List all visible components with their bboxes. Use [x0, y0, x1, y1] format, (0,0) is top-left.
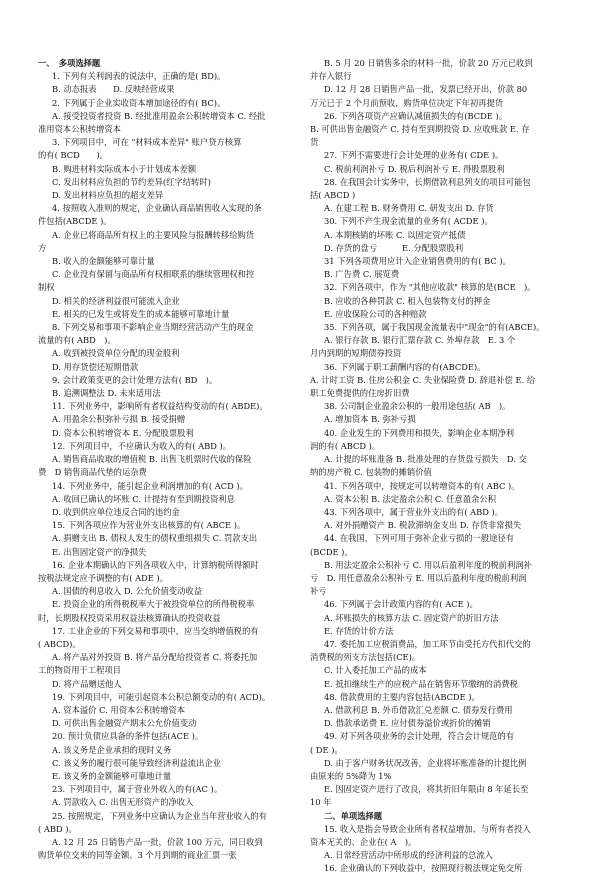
right-text-line: 38. 公司制企业盈余公积的一般用途包括( AB )。 [324, 401, 511, 412]
left-text-line: A. 捐赠支出 B. 债权人发生的债权重组损失 C. 罚款支出 [52, 533, 258, 544]
right-text-line: A. 计时工资 B. 住房公积金 C. 失业保险费 D. 辞退补偿 E. 给 [310, 374, 536, 385]
left-text-line: C. 该义务的履行很可能导致经济利益流出企业 [52, 757, 221, 768]
left-text-line: B. 追溯调整法 D. 未来适用法 [52, 388, 161, 399]
left-text-line: A. 用盈余公积弥补亏损 B. 接受捐赠 [52, 414, 186, 425]
left-text-line: 16. 企业本期确认的下列各项收入中，计算纳税所得额时 [52, 559, 259, 570]
right-text-line: D. 存货的盘亏 E. 分配股票股利 [324, 242, 464, 253]
right-text-line: E. 存货的计价方法 [324, 625, 394, 636]
right-text-line: 月内到期的短期债券投资 [310, 348, 402, 359]
left-text-line: D. 资本公积转增资本 E. 分配股票股利 [52, 427, 194, 438]
right-text-line: 30. 下列不产生现金流量的业务有( ACDE )。 [324, 216, 493, 227]
left-text-line: 流量的有( ABD )。 [38, 335, 116, 346]
right-text-line: 亏 D. 用任意盈余公积补亏 E. 用以后盈利年度的税前利润 [310, 572, 527, 583]
right-text-line: 16. 企业确认的下列收益中，按照现行税法规定免交所 [324, 863, 523, 874]
right-text-line: B. 可供出售金融资产 C. 持有至到期投资 D. 应收账款 E. 存 [310, 124, 530, 135]
left-text-line: 准用资本公积转增资本 [38, 124, 121, 135]
left-text-line: 件包括(ABCDE )。 [38, 216, 112, 227]
left-text-line: 费 D 销售商品代垫的运杂费 [38, 467, 147, 478]
left-text-line: 9. 会计政策变更的会计处理方法有( BD )。 [52, 374, 218, 385]
right-text-line: 49. 对下列各项业务的会计处理，符合会计规范的有 [324, 731, 515, 742]
left-text-line: E. 投资企业的所得税税率大于被投资单位的所得税税率 [52, 599, 255, 610]
right-text-line: 46. 下列属于会计政策内容的有( ACE )。 [324, 599, 478, 610]
left-text-line: C. 企业没有保留与商品所有权相联系的继续管理权和控 [52, 269, 255, 280]
left-text-line: 4. 按照收入准则的规定，企业确认商品销售收入实现的条 [52, 203, 262, 214]
right-text-line: 万元已于 2 个月前预收，购货单位决定下年初再提货 [310, 97, 504, 108]
right-text-line: 10 年 [310, 797, 332, 808]
left-text-line: 1. 下列有关利润表的说法中，正确的是( BD)。 [52, 71, 226, 82]
right-text-line: (BCDE )。 [310, 546, 353, 557]
left-text-line: A. 收回已确认的坏账 C. 计提持有至到期投资利息 [52, 493, 235, 504]
left-text-line: 方 [38, 242, 47, 253]
left-text-line: A. 12 月 25 日销售产品一批，价款 100 万元，同日收到 [52, 836, 263, 847]
right-text-line: A. 本期核销的坏账 C. 以固定资产抵债 [324, 229, 466, 240]
left-text-line: 15. 下列各项应作为营业外支出核算的有( ABCE )。 [52, 520, 246, 531]
left-text-line: 一、 多项选择题 [38, 58, 101, 68]
left-text-line: ( ABCD)。 [38, 638, 81, 649]
right-text-line: 消费税的列支方法包括(CE)。 [310, 652, 421, 663]
left-text-line: D. 将产品赠送他人 [52, 678, 122, 689]
right-text-line: 货 [310, 137, 319, 148]
left-text-line: B. 收入的金额能够可靠计量 [52, 256, 155, 267]
left-text-line: D. 相关的经济利益很可能流入企业 [52, 295, 180, 306]
right-text-line: 41. 下列各项中，按规定可以转增资本的有( ABC )。 [324, 480, 520, 491]
left-text-line: 17. 工业企业的下列交易和事项中，应当交纳增值税的有 [52, 625, 259, 636]
right-text-line: 48. 借款费用的主要内容包括(ABCDE )。 [324, 691, 480, 702]
right-text-line: 资本无关的、企业在( A )。 [310, 836, 417, 847]
right-text-line: A. 资本公积 B. 法定盈余公积 C. 任意盈余公积 [324, 493, 496, 504]
left-text-line: 时，长期股权投资采用权益法核算确认的投资收益 [38, 612, 221, 623]
right-text-line: A. 在建工程 B. 财务费用 C. 研发支出 D. 存货 [324, 203, 494, 214]
right-text-line: ( DE )。 [310, 744, 343, 755]
right-text-line: A. 银行存款 B. 银行汇票存款 C. 外埠存款 E. 3 个 [324, 335, 516, 346]
left-text-line: 11. 下列业务中，影响所有者权益结构变动的有( ABDE)。 [52, 401, 268, 412]
left-text-line: 2. 下列属于企业实收资本增加途径的有( BC)。 [52, 97, 226, 108]
left-text-line: 的有( BCD )。 [38, 150, 108, 161]
right-text-line: A. 对外捐赠资产 B. 税款滞纳金支出 D. 存货非常损失 [324, 520, 522, 531]
right-text-line: 职工免费提供的住房折旧费 [310, 388, 410, 399]
right-text-line: B. 5 月 20 日销售多余的材料一批，价款 20 万元已收到 [324, 58, 533, 68]
left-text-line: A. 罚款收入 C. 出售无形资产的净收入 [52, 797, 194, 808]
right-text-line: 并存入银行 [310, 71, 352, 82]
left-text-line: E. 该义务的金额能够可靠地计量 [52, 770, 172, 781]
left-text-line: D. 发出材料应负担的超支差异 [52, 190, 164, 201]
left-text-line: 14. 下列业务中，能引起企业利润增加的有( ACD )。 [52, 480, 248, 491]
right-text-line: A. 借款利息 B. 外币借款汇兑差额 C. 债券发行费用 [324, 704, 513, 715]
left-text-line: 工的物资用于工程项目 [38, 665, 121, 676]
left-text-line: A. 资本溢价 C. 用资本公积转增资本 [52, 704, 186, 715]
left-text-line: 购货单位交来的同等金额、3 个月到期的商业汇票一张 [38, 850, 237, 861]
left-text-line: 25. 按照规定，下列业务中应确认为企业当年营业收入的有 [52, 810, 267, 821]
left-text-line: ( ABD )。 [38, 823, 77, 834]
right-text-line: 二、单项选择题 [324, 810, 383, 821]
right-text-line: 44. 在我国，下列可用于弥补企业亏损的一般途径有 [324, 533, 515, 544]
right-text-line: 补亏 [310, 586, 327, 597]
left-text-line: 3. 下列项目中，可在 "材料成本差异" 账户贷方核算 [52, 137, 242, 148]
right-text-line: C. 计入委托加工产品的成本 [324, 665, 427, 676]
left-text-line: 8. 下列交易和事项不影响企业当期经营活动产生的现金 [52, 322, 254, 333]
right-text-line: B. 广告费 C. 展览费 [324, 269, 400, 280]
left-text-line: A. 销售商品收取的增值税 B. 出售飞机票时代收的保险 [52, 454, 252, 465]
right-column [310, 57, 570, 876]
left-text-line: 23. 下列项目中，属于营业外收入的有(AC )。 [52, 784, 223, 795]
right-text-line: 40. 企业发生的下列费用和损失，影响企业本期净利 [324, 427, 515, 438]
left-text-line: A. 接受投资者投资 B. 经批准用盈余公积转增资本 C. 经批 [52, 110, 266, 121]
right-text-line: 43. 下列各项中，属于营业外支出的有( ABD )。 [324, 506, 504, 517]
right-text-line: A. 日常经营活动中所形成的经济利益的总流入 [324, 850, 493, 861]
left-text-line: D. 收到供应单位违反合同的违约金 [52, 506, 180, 517]
left-text-line: C. 发出材料应负担的节约差异(红字结转时) [52, 176, 211, 187]
left-text-line: 20. 预计负债应具备的条件包括(ACE )。 [52, 731, 204, 742]
right-text-line: 32. 下列各项中，作为 "其他应收款" 核算的是(BCE )。 [324, 282, 536, 293]
right-text-line: D. 由于客户财务状况改善，企业将坏账准备的计提比例 [324, 757, 527, 768]
right-text-line: B. 应收的各种罚款 C. 租入包装物支付的押金 [324, 295, 491, 306]
right-text-line: 27. 下列不需要进行会计处理的业务有( CDE )。 [324, 150, 504, 161]
right-text-line: B. 用法定盈余公积补亏 C. 用以后盈利年度的税前利润补 [324, 559, 532, 570]
right-text-line: E. 抵扣继续生产的应税产品在销售环节缴纳的消费税 [324, 678, 518, 689]
left-text-line: 按税法规定应予调整的有( ADE )。 [38, 572, 169, 583]
left-column [38, 57, 298, 862]
left-text-line: E. 出售固定资产的净损失 [52, 546, 147, 557]
right-text-line: 31 下列各项费用应计入企业销售费用的有( BC )。 [324, 256, 511, 267]
right-text-line: 28. 在我国会计实务中，长期借款利息列支的项目可能包 [324, 176, 531, 187]
left-text-line: D. 可供出售金融资产期末公允价值变动 [52, 718, 197, 729]
right-text-line: 纳的房产税 C. 包装物的摊销价值 [310, 467, 432, 478]
right-text-line: D. 12 月 28 日销售产品一批，发票已经开出，价款 80 [324, 84, 528, 95]
right-text-line: C. 税前利润补亏 D. 税后利润补亏 E. 得股票股利 [324, 163, 505, 174]
right-text-line: A. 计提的坏账准备 B. 批准处理的存货盘亏损失 D. 交 [324, 454, 527, 465]
right-text-line: 括( ABCD ) [310, 190, 356, 201]
right-text-line: 15. 收入是指会导致企业所有者权益增加、与所有者投入 [324, 823, 531, 834]
left-text-line: 12. 下列项目中，不应确认为收入的有( ABD )。 [52, 440, 232, 451]
right-text-line: E. 因固定资产进行了改良，将其折旧年限由 8 年延长至 [324, 784, 529, 795]
right-text-line: D. 借款承诺费 E. 应付债券溢价或折价的摊销 [324, 718, 491, 729]
left-text-line: A. 该义务是企业承担的现时义务 [52, 744, 172, 755]
right-text-line: 润的有( ABCD )。 [310, 440, 381, 451]
left-text-line: A. 将产品对外投资 B. 将产品分配给投资者 C. 将委托加 [52, 652, 258, 663]
right-text-line: 36. 下列属于职工薪酬内容的有(ABCDE)。 [324, 361, 486, 372]
left-text-line: A. 企业已将商品所有权上的主要风险与报酬转移给购货 [52, 229, 255, 240]
right-text-line: 35. 下列各项，属于我国现金流量表中"现金"的有(ABCE)。 [324, 322, 545, 333]
left-text-line: A. 国债的利息收入 D. 公允价值变动收益 [52, 586, 202, 597]
right-text-line: 47. 委托加工应税消费品，加工环节由受托方代扣代交的 [324, 638, 531, 649]
right-text-line: 26. 下列各项资产应确认减值损失的有(BCDE )。 [324, 110, 508, 121]
right-text-line: A. 坏账损失的核算方法 C. 固定资产的折旧方法 [324, 612, 499, 623]
right-text-line: 由原来的 5%降为 1% [310, 770, 392, 781]
left-text-line: E. 相关的已发生或将发生的成本能够可靠地计量 [52, 308, 230, 319]
left-text-line: B. 动态报表 D. 反映经营成果 [52, 84, 175, 95]
left-text-line: D. 用存货偿还短期借款 [52, 361, 139, 372]
left-text-line: B. 购进材料实际成本小于计划成本差额 [52, 163, 197, 174]
right-text-line: E. 应收保险公司的各种赔款 [324, 308, 427, 319]
right-text-line: A. 增加资本 B. 弥补亏损 [324, 414, 416, 425]
left-text-line: 19. 下列项目中，可能引起资本公积总额变动的有( ACD)。 [52, 691, 271, 702]
left-text-line: 制权 [38, 282, 55, 293]
left-text-line: A. 收到被投资单位分配的现金股利 [52, 348, 180, 359]
